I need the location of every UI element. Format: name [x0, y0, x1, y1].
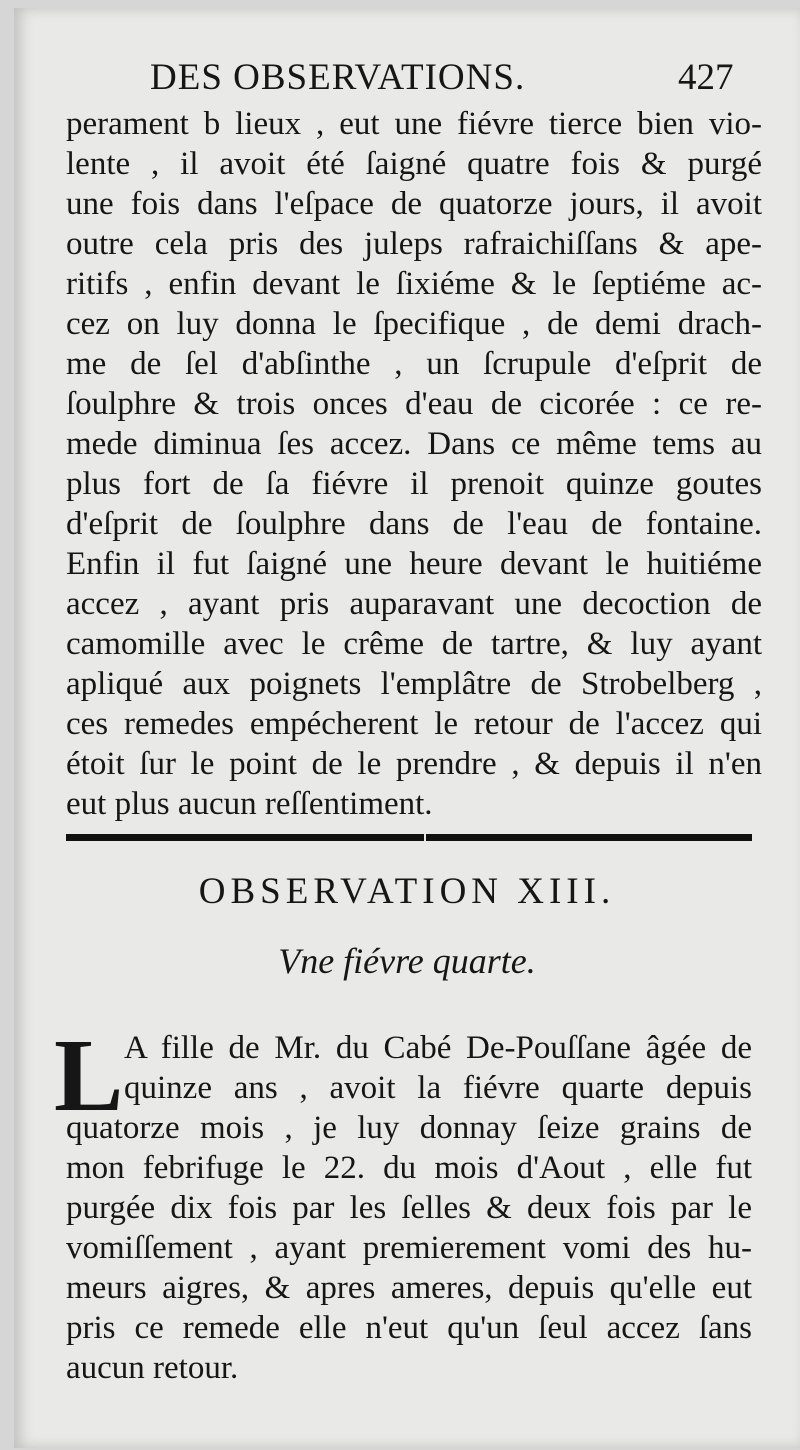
text-line: accez , ayant pris auparavant une decoction de	[66, 586, 762, 622]
drop-cap: L	[54, 1018, 124, 1133]
text-line: ſoulphre & trois onces d'eau de cicorée : ce re-	[66, 386, 762, 422]
section-rule-right	[426, 834, 752, 841]
observation-subtitle: Vne fiévre quarte.	[278, 941, 536, 981]
text-line: A fille de Mr. du Cabé De-Pouſſane âgée de	[124, 1030, 752, 1066]
text-line: ces remedes empécherent le retour de l'accez qui	[66, 706, 762, 742]
text-line: une fois dans l'eſpace de quatorze jours, il avoit	[66, 186, 762, 222]
paragraph-2-capped	[124, 1028, 752, 1108]
paragraph-1	[66, 104, 762, 824]
text-line: plus fort de ſa fiévre il prenoit quinze goutes	[66, 466, 762, 502]
text-line: camomille avec le crême de tartre, & luy ayant	[66, 626, 762, 662]
text-line: pris ce remede elle n'eut qu'un ſeul accez ſans	[66, 1310, 752, 1346]
text-line: mon febrifuge le 22. du mois d'Aout , elle fut	[66, 1150, 752, 1186]
text-line: me de ſel d'abſinthe , un ſcrupule d'eſprit de	[66, 346, 762, 382]
page-number: 427	[678, 57, 734, 98]
text-line: eut plus aucun reſſentiment.	[66, 786, 433, 822]
text-line: outre cela pris des juleps rafraichiſſans & ape-	[66, 226, 762, 262]
section-rule-left	[66, 834, 424, 841]
observation-title: OBSERVATION XIII.	[198, 871, 616, 912]
page-header	[150, 48, 770, 108]
paragraph-2	[66, 1108, 752, 1388]
book-page	[14, 8, 800, 1448]
text-line: quatorze mois , je luy donnay ſeize grains de	[66, 1110, 752, 1146]
running-head: DES OBSERVATIONS.	[150, 57, 526, 98]
text-line: cez on luy donna le ſpecifique , de demi drach-	[66, 306, 762, 342]
text-line: meurs aigres, & apres ameres, depuis qu'elle eut	[66, 1270, 752, 1306]
text-line: lente , il avoit été ſaigné quatre fois & purgé	[66, 146, 762, 182]
text-line: apliqué aux poignets l'emplâtre de Strobelberg ,	[66, 666, 762, 702]
text-line: ritifs , enfin devant le ſixiéme & le ſeptiéme ac-	[66, 266, 762, 302]
text-line: perament b lieux , eut une fiévre tierce bien vio-	[66, 106, 762, 142]
text-line: Enfin il fut ſaigné une heure devant le huitiéme	[66, 546, 762, 582]
text-line: d'eſprit de ſoulphre dans de l'eau de fontaine.	[66, 506, 762, 542]
text-line: quinze ans , avoit la fiévre quarte depuis	[124, 1070, 752, 1106]
text-line: aucun retour.	[66, 1350, 239, 1386]
text-line: purgée dix fois par les ſelles & deux fois par le	[66, 1190, 752, 1226]
text-line: vomiſſement , ayant premierement vomi des hu-	[66, 1230, 752, 1266]
text-line: étoit ſur le point de le prendre , & depuis il n'en	[66, 746, 762, 782]
text-line: mede diminua ſes accez. Dans ce même tems au	[66, 426, 762, 462]
